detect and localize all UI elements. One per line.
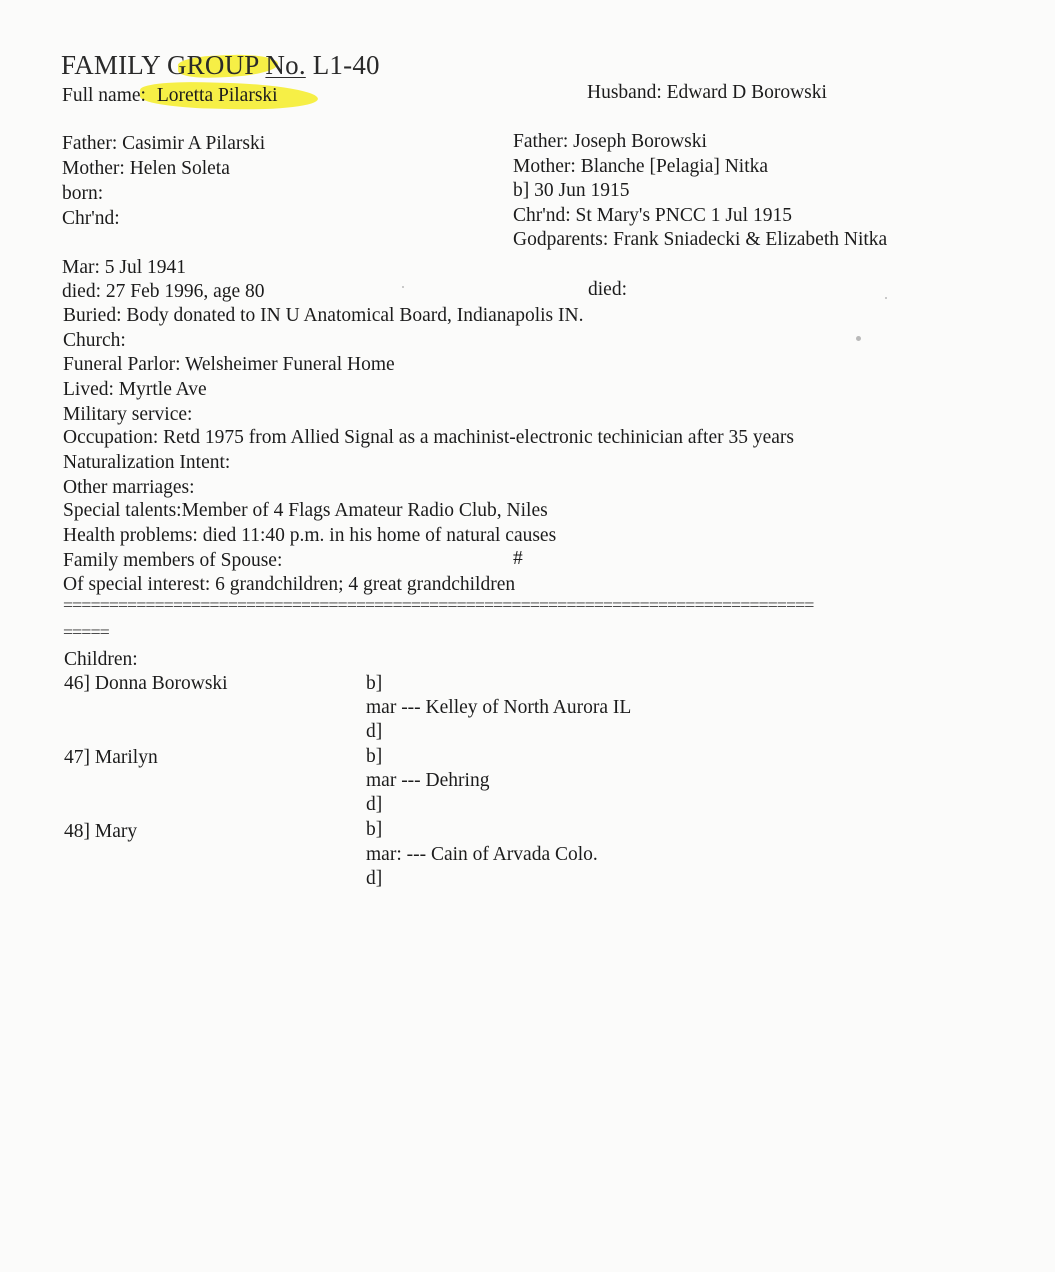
full-name-row bbox=[62, 84, 278, 108]
husband-father: Father: Joseph Borowski bbox=[513, 131, 707, 152]
occupation: Occupation: Retd 1975 from Allied Signal as a machinist-electronic techinician after 35 years bbox=[63, 427, 795, 448]
health-problems: Health problems: died 11:40 p.m. in his home of natural causes bbox=[63, 525, 557, 546]
child-born: b] bbox=[366, 746, 383, 767]
wife-father: Father: Casimir A Pilarski bbox=[62, 133, 266, 154]
husband-died: died: bbox=[588, 279, 627, 300]
special-interest: Of special interest: 6 grandchildren; 4 great grandchildren bbox=[63, 574, 516, 595]
funeral-parlor: Funeral Parlor: Welsheimer Funeral Home bbox=[63, 354, 395, 375]
child-born: b] bbox=[366, 819, 383, 840]
wife-christened: Chr'nd: bbox=[62, 208, 120, 229]
wife-born: born: bbox=[62, 183, 104, 204]
child-name: 47] Marilyn bbox=[64, 747, 158, 768]
wife-died: died: 27 Feb 1996, age 80 bbox=[62, 281, 265, 302]
child-born: b] bbox=[366, 673, 383, 694]
page-title bbox=[61, 50, 380, 80]
scan-speck bbox=[856, 336, 861, 341]
scan-speck bbox=[402, 286, 404, 288]
family-members-of-spouse: Family members of Spouse: bbox=[63, 550, 283, 571]
special-talents: Special talents:Member of 4 Flags Amateur Radio Club, Niles bbox=[63, 500, 548, 521]
title-no: No. bbox=[265, 50, 306, 80]
title-prefix: FAMILY GROUP bbox=[61, 50, 266, 80]
naturalization-intent: Naturalization Intent: bbox=[63, 452, 231, 473]
husband-godparents: Godparents: Frank Sniadecki & Elizabeth Nitka bbox=[513, 229, 888, 250]
title-id: L1-40 bbox=[305, 50, 380, 80]
husband-name: Husband: Edward D Borowski bbox=[587, 82, 827, 103]
children-label: Children: bbox=[64, 649, 138, 670]
other-marriages: Other marriages: bbox=[63, 477, 195, 498]
husband-christened: Chr'nd: St Mary's PNCC 1 Jul 1915 bbox=[513, 205, 792, 226]
buried: Buried: Body donated to IN U Anatomical Board, Indianapolis IN. bbox=[63, 305, 584, 326]
hash-mark: # bbox=[513, 548, 523, 569]
separator-line-tail: ===== bbox=[63, 625, 109, 639]
child-marriage: mar: --- Cain of Arvada Colo. bbox=[366, 844, 598, 865]
lived: Lived: Myrtle Ave bbox=[63, 379, 207, 400]
church: Church: bbox=[63, 330, 126, 351]
child-marriage: mar --- Dehring bbox=[366, 770, 490, 791]
child-died: d] bbox=[366, 868, 383, 889]
child-died: d] bbox=[366, 794, 383, 815]
child-died: d] bbox=[366, 721, 383, 742]
child-name: 48] Mary bbox=[64, 821, 138, 842]
full-name-label: Full name: bbox=[62, 85, 146, 106]
wife-mother: Mother: Helen Soleta bbox=[62, 158, 230, 179]
child-marriage: mar --- Kelley of North Aurora IL bbox=[366, 697, 632, 718]
full-name-value: Loretta Pilarski bbox=[156, 85, 278, 106]
husband-mother: Mother: Blanche [Pelagia] Nitka bbox=[513, 156, 769, 177]
separator-line: ================================================================================== bbox=[63, 598, 814, 612]
marriage-date: Mar: 5 Jul 1941 bbox=[62, 257, 187, 278]
military-service: Military service: bbox=[63, 404, 193, 425]
child-name: 46] Donna Borowski bbox=[64, 673, 228, 694]
scan-speck bbox=[885, 297, 887, 299]
husband-born: b] 30 Jun 1915 bbox=[513, 180, 630, 201]
